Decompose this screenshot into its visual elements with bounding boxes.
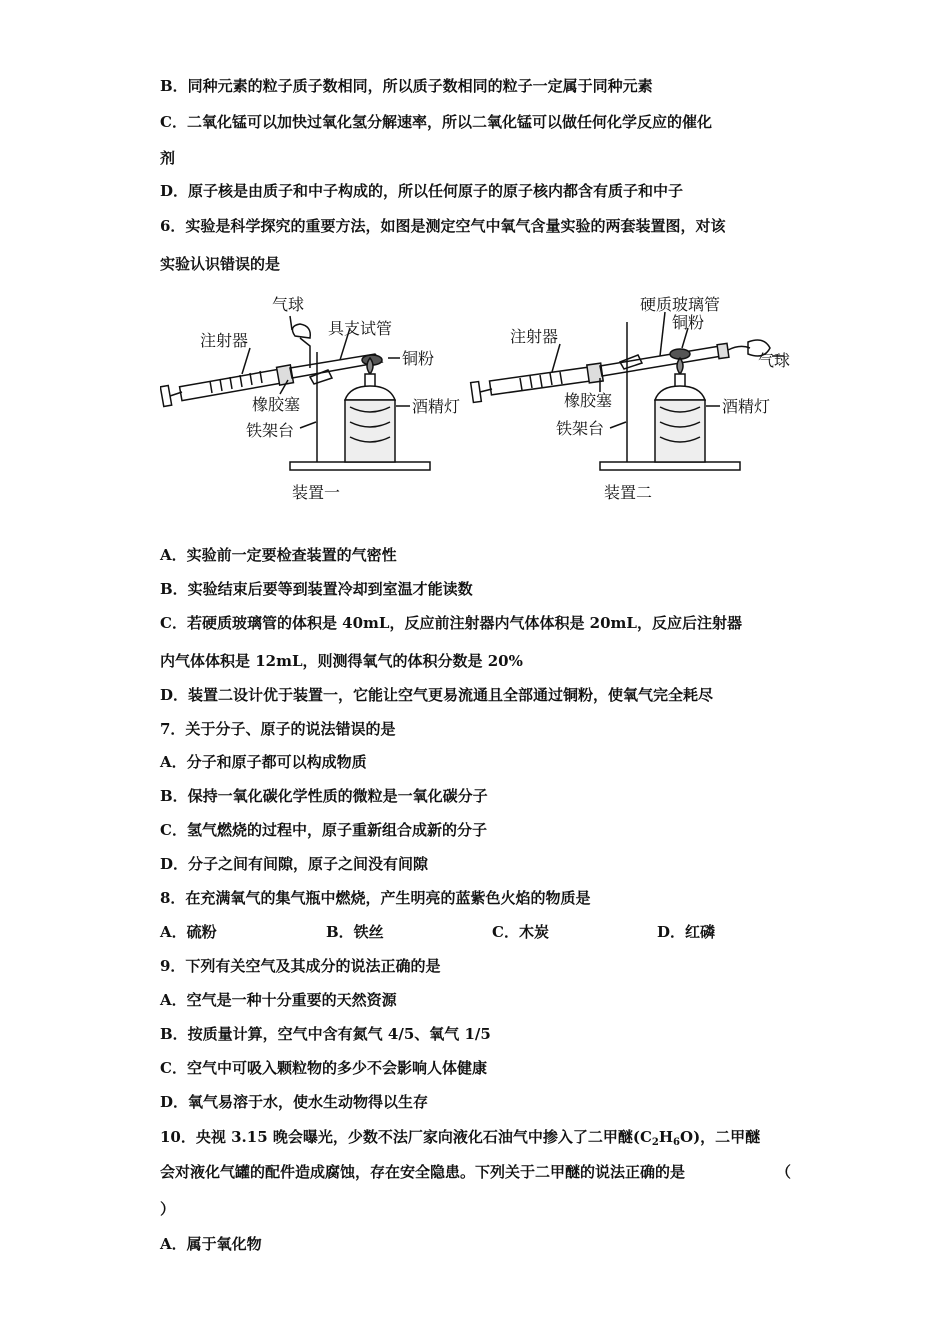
q8-option-b: B．铁丝: [326, 923, 384, 941]
q10-option-a: A．属于氧化物: [160, 1235, 262, 1253]
q5-option-d: D．原子核是由质子和中子构成的，所以任何原子的原子核内都含有质子和中子: [160, 182, 684, 200]
label-tube-1: 具支试管: [328, 319, 393, 338]
q10-subscript-6: 6: [673, 1137, 681, 1148]
q6-option-b: B．实验结束后要等到装置冷却到室温才能读数: [160, 580, 473, 598]
label-copper-2: 铜粉: [672, 313, 705, 332]
q5-option-c-line2: 剂: [160, 149, 176, 167]
q8-option-d: D．红磷: [657, 923, 716, 941]
label-stand-1: 铁架台: [246, 421, 295, 440]
q10-stem-text-a: 10．央视 3.15 晚会曝光，少数不法厂家向液化石油气中掺入了二甲醚(C: [160, 1128, 652, 1146]
q10-stem-line2: 会对液化气罐的配件造成腐蚀，存在安全隐患。下列关于二甲醚的说法正确的是: [160, 1163, 686, 1181]
q7-option-d: D．分子之间有间隙，原子之间没有间隙: [160, 855, 429, 873]
q9-option-b: B．按质量计算，空气中含有氮气 4/5、氧气 1/5: [160, 1025, 491, 1043]
q7-stem: 7．关于分子、原子的说法错误的是: [160, 720, 396, 738]
caption-apparatus-2: 装置二: [604, 483, 653, 502]
q5-option-c-line1: C．二氧化锰可以加快过氧化氢分解速率，所以二氧化锰可以做任何化学反应的催化: [160, 113, 712, 131]
q9-stem: 9．下列有关空气及其成分的说法正确的是: [160, 957, 441, 975]
q6-stem-line2: 实验认识错误的是: [160, 255, 281, 273]
label-stopper-2: 橡胶塞: [564, 391, 613, 410]
q6-option-c-line2: 内气体体积是 12mL，则测得氧气的体积分数是 20%: [160, 652, 523, 670]
label-stopper-1: 橡胶塞: [252, 395, 301, 414]
q9-option-a: A．空气是一种十分重要的天然资源: [160, 991, 397, 1009]
caption-apparatus-1: 装置一: [292, 483, 341, 502]
label-lamp-1: 酒精灯: [412, 397, 461, 416]
q10-subscript-2: 2: [651, 1137, 659, 1148]
label-syringe-2: 注射器: [510, 327, 559, 346]
q10-stem-line3: ）: [160, 1200, 176, 1218]
q6-option-c-line1: C．若硬质玻璃管的体积是 40mL，反应前注射器内气体体积是 20mL，反应后注射器: [160, 614, 742, 632]
q8-option-a: A．硫粉: [160, 923, 217, 941]
q6-option-d: D．装置二设计优于装置一，它能让空气更易流通且全部通过铜粉，使氧气完全耗尽: [160, 686, 714, 704]
q5-option-b: B．同种元素的粒子质子数相同，所以质子数相同的粒子一定属于同种元素: [160, 77, 653, 95]
label-balloon-1: 气球: [272, 295, 305, 314]
q10-stem-text-b: O)，二甲醚: [680, 1128, 761, 1146]
q10-formula-h: H: [658, 1128, 674, 1146]
q8-stem: 8．在充满氧气的集气瓶中燃烧，产生明亮的蓝紫色火焰的物质是: [160, 889, 591, 907]
q9-option-d: D．氧气易溶于水，使水生动物得以生存: [160, 1093, 429, 1111]
q10-stem-line1: [160, 1127, 760, 1150]
apparatus-diagram: [160, 282, 800, 512]
q7-option-a: A．分子和原子都可以构成物质: [160, 753, 367, 771]
q6-option-a: A．实验前一定要检查装置的气密性: [160, 546, 397, 564]
q10-paren-open: （: [776, 1163, 792, 1181]
q9-option-c: C．空气中可吸入颗粒物的多少不会影响人体健康: [160, 1059, 487, 1077]
q7-option-b: B．保持一氧化碳化学性质的微粒是一氧化碳分子: [160, 787, 488, 805]
label-syringe-1: 注射器: [200, 331, 249, 350]
label-lamp-2: 酒精灯: [722, 397, 771, 416]
label-balloon-2: 气球: [758, 351, 791, 370]
label-copper-1: 铜粉: [402, 349, 435, 368]
apparatus-figure: [160, 282, 800, 512]
label-tube-2: 硬质玻璃管: [640, 295, 721, 314]
q7-option-c: C．氢气燃烧的过程中，原子重新组合成新的分子: [160, 821, 487, 839]
q6-stem-line1: 6．实验是科学探究的重要方法，如图是测定空气中氧气含量实验的两套装置图，对该: [160, 217, 726, 235]
q8-option-c: C．木炭: [492, 923, 549, 941]
label-stand-2: 铁架台: [556, 419, 605, 438]
